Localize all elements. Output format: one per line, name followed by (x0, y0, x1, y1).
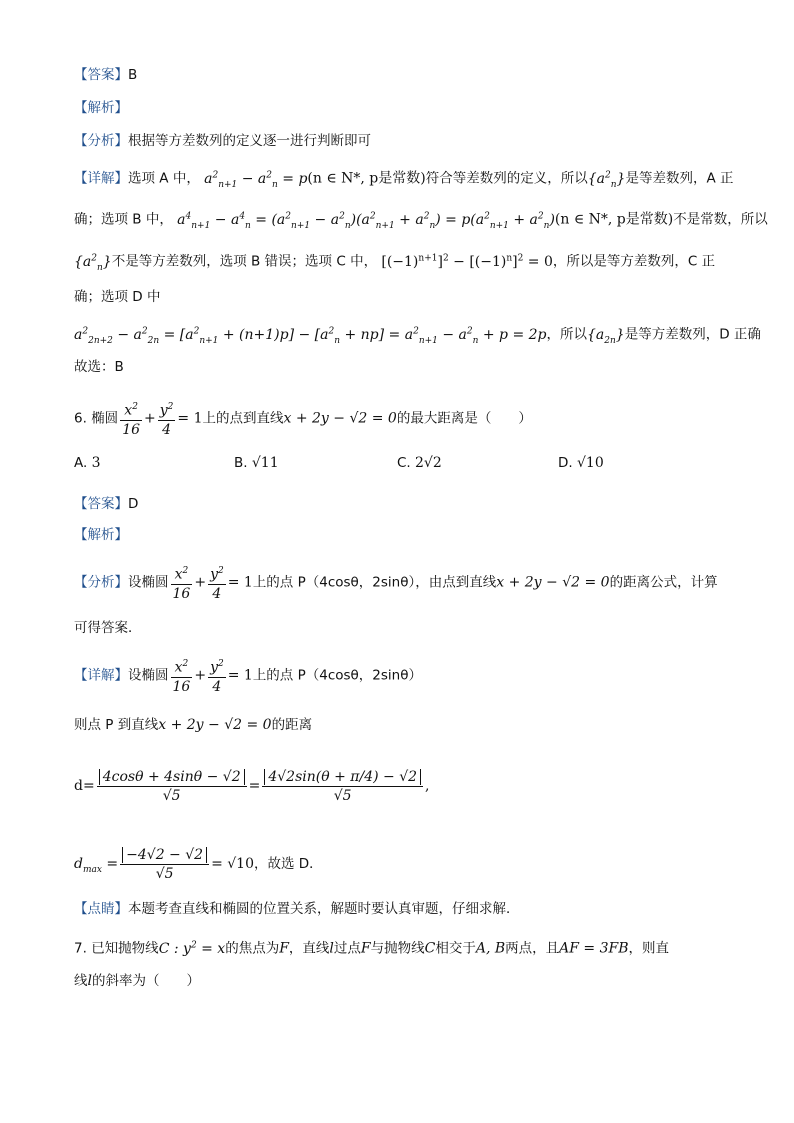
detail-text: 确；选项 B 中， (74, 211, 173, 228)
dianjing-label: 【点睛】 (74, 901, 128, 917)
fenxi-text: 上的点 P（4cosθ，2sinθ），由点到直线 (252, 574, 497, 591)
analysis-label: 【解析】 (74, 100, 128, 116)
option-value: 3 (91, 455, 101, 471)
fraction-distance-1: $\frac{4\cos\theta + 4\sin\theta - √2}{√5}$ (97, 768, 247, 805)
detail-text: 上的点 P（4cosθ，2sinθ） (252, 667, 422, 684)
dianjing-text: 本题考查直线和椭圆的位置关系，解题时要认真审题，仔细求解． (128, 901, 520, 917)
detail-text: 不是常数，所以 (673, 211, 768, 228)
detail-text: 是等方差数列，D 正确 (624, 326, 761, 343)
conclusion-line-1 (74, 356, 124, 378)
answer-label: 【答案】 (74, 496, 128, 512)
detail-text: 符合等差数列的定义，所以 (425, 170, 588, 187)
answer-value: D (128, 496, 139, 512)
vector-equation: AF = 3FB (559, 940, 629, 957)
analysis-heading-1 (74, 97, 128, 119)
detail-label: 【详解】 (74, 170, 128, 187)
answer-value: B (128, 67, 138, 83)
fenxi-text: 根据等方差数列的定义逐一进行判断即可 (128, 133, 371, 149)
line-equation: x + 2y − √2 = 0 (496, 574, 610, 591)
parabola-equation: C : $y^2 = x$ (158, 940, 226, 957)
formula-cond-2: (n ∈ N*, p是常数) (554, 211, 674, 228)
fenxi-line-2: 【分析】设椭圆 $\frac{x^2}{16}$ + $\frac{y^2}{4}$ = 1上的点 P（4cosθ，2sinθ），由点到直线x + 2y − √2 = 0的距离公式，计算 (74, 562, 718, 603)
answer-line-2 (74, 493, 138, 515)
question-text: 的斜率为（ ） (91, 973, 200, 989)
fenxi-text: 可得答案． (74, 620, 142, 636)
formula-set-3: $\{a_{2n}\}$ (587, 326, 625, 346)
detail-line-1 (74, 164, 733, 195)
answer-line-1 (74, 64, 137, 86)
fenxi-label: 【分析】 (74, 133, 128, 149)
fenxi-text: 设椭圆 (128, 574, 169, 591)
detail-text: 确；选项 D 中 (74, 289, 161, 305)
question-6: 6. 椭圆 $\frac{x^2}{16}$ + $\frac{y^2}{4}$ = 1上的点到直线x + 2y − √2 = 0的最大距离是（ ） (74, 398, 532, 439)
formula-set: $\{a^2_n\}$ (587, 170, 626, 190)
fenxi-line-1 (74, 130, 371, 152)
detail-text: ，所以是等方差数列，C 正 (552, 253, 716, 270)
question-text: 的焦点为 (225, 940, 280, 957)
fenxi-text: 的距离公式，计算 (609, 574, 718, 591)
question-text: ，则直 (628, 940, 670, 957)
distance-formula: d= $\frac{4\cos\theta + 4\sin\theta - √2}{√5}$ = $\frac{4√2\sin(\theta + \pi/4) - √2}{√5}$ , (74, 768, 430, 804)
question-text: 与抛物线 (370, 940, 425, 957)
option-b (234, 455, 279, 471)
option-letter: B. (234, 455, 248, 471)
line-equation: x + 2y − √2 = 0 (158, 717, 272, 733)
option-value: √10 (576, 455, 604, 471)
fraction-x2-16: $\frac{x^2}{16}$ (171, 655, 193, 696)
question-text: 上的点到直线 (202, 410, 284, 427)
formula-d: $a^2_{2n+2} - a^2_{2n} = [a^2_{n+1} + (n+1)p] - [a^2_n + np] = a^2_{n+1} - a^2_n + p = 2p$ (74, 326, 547, 346)
detail-text: 的距离 (271, 717, 313, 733)
question-text: 已知抛物线 (91, 940, 159, 957)
answer-label: 【答案】 (74, 67, 128, 83)
detail-label: 【详解】 (74, 667, 128, 684)
dmax-formula: $d_{max}$ = $\frac{-4√2 - √2}{√5}$ = √10，故选 D． (74, 846, 323, 882)
formula-cond: (n ∈ N*, p是常数) (307, 170, 426, 187)
question-text: 的最大距离是（ ） (396, 410, 532, 427)
dianjing-line (74, 898, 520, 920)
detail-line-3 (74, 247, 715, 278)
question-number: 6. (74, 410, 87, 427)
question-text: 椭圆 (91, 410, 119, 427)
option-c (397, 455, 442, 471)
formula-c: $[(-1)^{n+1}]^2 - [(-1)^n]^2 = 0$ (381, 253, 553, 270)
formula-d-label: d= (74, 778, 95, 794)
question-number: 7. (74, 940, 87, 957)
option-letter: D. (558, 455, 573, 471)
question-7-line-2: 线l的斜率为（ ） (74, 973, 200, 989)
option-d (558, 455, 604, 471)
detail-text: 则点 P 到直线 (74, 717, 159, 733)
detail-text: 选项 A 中， (128, 170, 200, 187)
question-7-line-1: 7. 已知抛物线C : $y^2 = x$的焦点为F，直线l过点F与抛物线C相交于A, B两点，且AF = 3FB，则直 (74, 940, 670, 957)
analysis-heading-2 (74, 524, 128, 546)
detail-line-4 (74, 286, 160, 308)
option-letter: A. (74, 455, 88, 471)
fenxi-label: 【分析】 (74, 574, 128, 591)
fenxi-line-2b (74, 617, 142, 639)
fraction-y2-4: $\frac{y^2}{4}$ (208, 655, 226, 696)
detail-text: ，故选 D． (254, 856, 323, 872)
formula-a: $a^2_{n+1} - a^2_n = p$ (204, 170, 308, 190)
line-equation: x + 2y − √2 = 0 (283, 410, 397, 427)
option-a (74, 455, 101, 471)
fraction-x2-16: $\frac{x^2}{16}$ (171, 562, 193, 603)
fraction-y2-4: $\frac{y^2}{4}$ (208, 562, 226, 603)
formula-dmax-label: $d_{max}$ = (74, 856, 119, 875)
option-value: 2√2 (415, 455, 442, 471)
detail-text: ，所以 (546, 326, 587, 343)
detail-line-5 (74, 320, 761, 351)
detail-text: 设椭圆 (128, 667, 169, 684)
formula-b: $a^4_{n+1} - a^4_n = (a^2_{n+1} - a^2_n)(a^2_{n+1} + a^2_n) = p(a^2_{n+1} + a^2_n)$ (177, 211, 555, 231)
detail-text: 是等差数列，A 正 (625, 170, 734, 187)
question-text: 两点，且 (505, 940, 560, 957)
option-letter: C. (397, 455, 411, 471)
question-text: ，直线 (288, 940, 330, 957)
detail-2-line-1: 【详解】设椭圆 $\frac{x^2}{16}$ + $\frac{y^2}{4}$ = 1上的点 P（4cosθ，2sinθ） (74, 655, 422, 696)
detail-text: 不是等方差数列，选项 B 错误；选项 C 中， (111, 253, 378, 270)
fraction-x2-16: $\frac{x^2}{16}$ (120, 398, 142, 439)
fraction-dmax: $\frac{-4√2 - √2}{√5}$ (120, 846, 209, 883)
option-value: √11 (251, 455, 279, 471)
question-text: 线 (74, 973, 88, 989)
fraction-y2-4: $\frac{y^2}{4}$ (158, 398, 176, 439)
question-text: 过点 (333, 940, 361, 957)
analysis-label: 【解析】 (74, 527, 128, 543)
detail-2-line-2 (74, 714, 312, 736)
formula-set-2: $\{a^2_n\}$ (74, 253, 112, 273)
conclusion-text: 故选：B (74, 359, 124, 375)
fraction-distance-2: $\frac{4√2\sin(\theta + \pi/4) - √2}{√5}$ (262, 768, 423, 805)
question-text: 相交于 (435, 940, 476, 957)
detail-line-2 (74, 205, 768, 236)
